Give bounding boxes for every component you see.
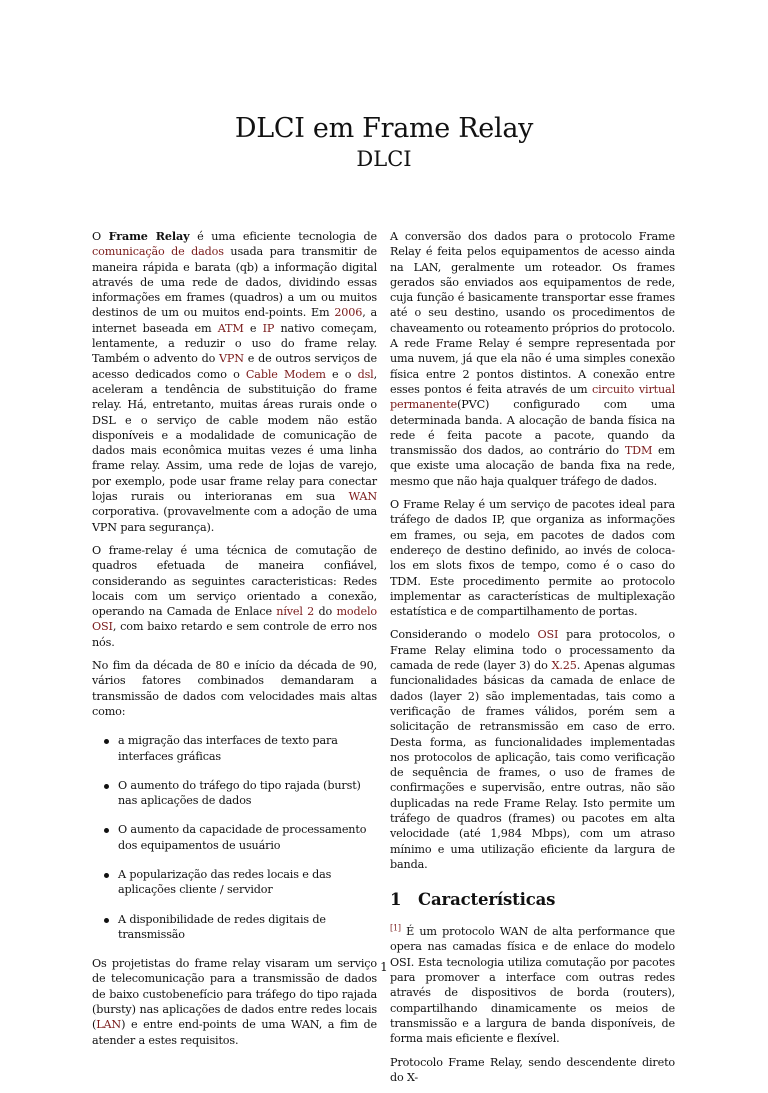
- page-subtitle: DLCI: [356, 147, 412, 171]
- text: Os projetistas do frame relay visaram um serviço de telecomunicação para a transmissão de dados de baixo custobenefício para tráfego do tipo rajada (bursty) nas aplicações de dados entre redes locais (: [92, 957, 377, 1032]
- list-item: [92, 867, 377, 898]
- text: e de outros serviços de acesso dedicados como o: [92, 352, 378, 381]
- page-title: DLCI em Frame Relay: [234, 113, 534, 144]
- bullet-icon: [104, 873, 109, 878]
- section-title: Características: [418, 890, 556, 910]
- text: Considerando o modelo: [390, 628, 538, 642]
- link-osi[interactable]: OSI: [537, 628, 559, 642]
- text: (PVC) configurado com uma determinada banda. A alocação de banda física na rede é feita pacote a pacote, quando da transmissão dos dados, ao contrário do: [390, 398, 675, 458]
- paragraph-conversion: [390, 229, 675, 489]
- list-item-text: O aumento do tráfego do tipo rajada (burst) nas aplicações de dados: [118, 778, 361, 808]
- left-column: [92, 229, 377, 1056]
- paragraph-history: No fim da década de 80 e início da década de 90, vários fatores combinados demandaram a transmissão de dados com velocidades mais altas como:: [92, 659, 377, 718]
- link-atm[interactable]: ATM: [217, 321, 244, 335]
- text: do: [314, 605, 337, 619]
- reference-link[interactable]: [1]: [390, 923, 401, 933]
- text: e o: [325, 367, 358, 381]
- link-modelo-osi[interactable]: modelo OSI: [92, 605, 377, 634]
- bullet-icon: [104, 918, 109, 923]
- text: , a internet baseada em: [92, 306, 377, 335]
- text: , com baixo retardo e sem controle de erro nos nós.: [92, 620, 377, 649]
- text: para protocolos, o Frame Relay elimina todo o processamento da camada de rede (layer 3) do: [390, 628, 675, 673]
- bullet-icon: [104, 828, 109, 833]
- paragraph-protocol: Protocolo Frame Relay, sendo descendente direto do X-: [390, 1055, 675, 1084]
- paragraph-intro: [92, 229, 377, 535]
- link-lan[interactable]: LAN: [96, 1018, 122, 1032]
- list-item: [92, 822, 377, 853]
- link-circuito-virtual-permanente[interactable]: circuito virtual permanente: [390, 382, 675, 412]
- link-dsl[interactable]: dsl: [357, 367, 374, 381]
- link-2006[interactable]: 2006: [334, 306, 363, 320]
- text: . Apenas algumas funcionalidades básicas da camada de enlace de dados (layer 2) são implementadas, tais como a verificação de frames válidos, porém sem a solicitação de retransmissão em caso de erro. Desta forma, as funcionalidades implementadas nos protocolos de aplicação, tais como verificação de sequência de frames, o uso de frames de confirmações e supervisão, entre outras, não são duplicadas na rede Frame Relay. Isto permite um tráfego de quadros (frames) ou pacotes em alta velocidade (até 1,984 Mbps), com um atraso mínimo e uma utilização eficiente da largura de banda.: [390, 659, 675, 871]
- bullet-list: [92, 733, 377, 942]
- page-number: 1: [380, 960, 388, 974]
- text: O: [92, 230, 109, 243]
- paragraph-characteristics: [390, 924, 675, 1046]
- bullet-icon: [104, 739, 109, 744]
- text: corporativa. (provavelmente com a adoção de uma VPN para segurança).: [92, 505, 377, 534]
- list-item-text: A disponibilidade de redes digitais de transmissão: [118, 912, 326, 941]
- paragraph-osi: [390, 627, 675, 872]
- list-item: [92, 733, 377, 764]
- text: é uma eficiente tecnologia de: [189, 230, 377, 243]
- bullet-icon: [104, 784, 109, 789]
- list-item-text: A popularização das redes locais e das aplicações cliente / servidor: [118, 867, 332, 897]
- list-item: [92, 912, 377, 943]
- list-item-text: O aumento da capacidade de processamento dos equipamentos de usuário: [118, 823, 367, 852]
- text: A conversão dos dados para o protocolo Frame Relay é feita pelos equipamentos de acesso ainda na LAN, geralmente um roteador. Os frames gerados são enviados aos equipamentos de rede, cuja função é basicamente transportar esse frames até o seu destino, usando os procedimentos de chaveamento ou roteamento próprios do protocolo. A rede Frame Relay é sempre representada por uma nuvem, já que ela não é uma simples conexão física entre 2 pontos distintos. A conexão entre esses pontos é feita através de um: [390, 230, 675, 396]
- list-item-text: a migração das interfaces de texto para interfaces gráficas: [118, 734, 338, 763]
- text: em que existe uma alocação de banda fixa na rede, mesmo que não haja qualquer tráfego de dados.: [390, 444, 675, 488]
- text: É um protocolo WAN de alta performance que opera nas camadas física e de enlace do modelo OSI. Esta tecnologia utiliza comutação por pacotes para promover a interface com outras redes através de dispositivos de borda (routers), compartilhando dinamicamente os meios de transmissão e a largura de banda disponíveis, de forma mais eficiente e flexível.: [390, 925, 675, 1046]
- paragraph-packets: O Frame Relay é um serviço de pacotes ideal para tráfego de dados IP, que organiza as informações em frames, ou seja, em pacotes de dados com endereço de destino definido, ao invés de coloca-los em slots fixos de tempo, como é o caso do TDM. Este procedimento permite ao protocolo implementar as características de multiplexação estatística e de compartilhamento de portas.: [390, 498, 675, 619]
- link-vpn[interactable]: VPN: [219, 352, 244, 366]
- link-wan[interactable]: WAN: [348, 490, 377, 504]
- link-ip[interactable]: IP: [262, 321, 275, 335]
- term-frame-relay: Frame Relay: [108, 229, 190, 243]
- text: , aceleram a tendência de substituição do frame relay. Há, entretanto, muitas áreas rurais onde o DSL e o serviço de cable modem não estão disponíveis e a modalidade de comunicação de dados mais econômica muitas vezes é uma linha frame relay. Assim, uma rede de lojas de varejo, por exemplo, pode usar frame relay para conectar lojas rurais ou interioranas em sua: [92, 367, 377, 504]
- text: e: [243, 321, 263, 335]
- list-item: [92, 778, 377, 809]
- link-nivel-2[interactable]: nível 2: [276, 605, 315, 619]
- paragraph-definition: [92, 543, 377, 650]
- text: usada para transmitir de maneira rápida e barata (qb) a informação digital através de uma rede de dados, dividindo essas informações em frames (quadros) a um ou muitos destinos de um ou muitos end-points. Em: [92, 245, 377, 320]
- link-comunicacao-de-dados[interactable]: comunicação de dados: [92, 245, 224, 259]
- link-x25[interactable]: X.25: [551, 659, 577, 673]
- link-cable-modem[interactable]: Cable Modem: [245, 367, 326, 381]
- text: ) e entre end-points de uma WAN, a fim de atender a estes requisitos.: [92, 1018, 377, 1047]
- link-tdm[interactable]: TDM: [624, 444, 653, 458]
- text: O frame-relay é uma técnica de comutação de quadros efetuada de maneira confiável, considerando as seguintes caracteristicas: Redes locais com um serviço orientado a conexão, operando na Camada de Enlace: [92, 543, 377, 619]
- section-heading: [390, 890, 675, 910]
- text: nativo começam, lentamente, a reduzir o uso do frame relay. Também o advento do: [92, 321, 377, 366]
- section-number: 1: [390, 890, 402, 910]
